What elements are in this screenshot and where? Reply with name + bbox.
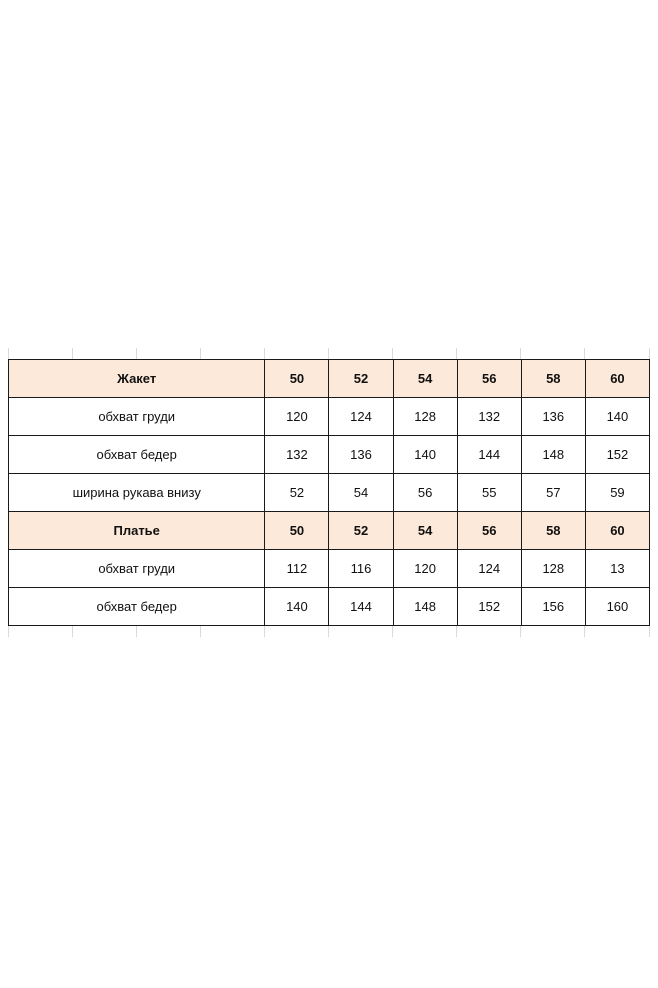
measure-cell: 116 xyxy=(329,550,393,588)
measure-cell: 13 xyxy=(585,550,649,588)
measure-cell: 148 xyxy=(521,436,585,474)
measure-cell: 120 xyxy=(265,398,329,436)
measure-cell: 124 xyxy=(329,398,393,436)
measure-cell: 156 xyxy=(521,588,585,626)
measure-cell: 152 xyxy=(585,436,649,474)
dress-chest-row xyxy=(9,550,650,588)
measure-cell: 140 xyxy=(265,588,329,626)
jacket-chest-row xyxy=(9,398,650,436)
measure-cell: 152 xyxy=(457,588,521,626)
measure-cell: 132 xyxy=(265,436,329,474)
row-label: Жакет xyxy=(9,360,265,398)
sheet-gridlines-bottom xyxy=(8,626,650,637)
measure-cell: 132 xyxy=(457,398,521,436)
jacket-header-row xyxy=(9,360,650,398)
measure-cell: 136 xyxy=(329,436,393,474)
row-label: ширина рукава внизу xyxy=(9,474,265,512)
measure-cell: 128 xyxy=(521,550,585,588)
dress-header-row xyxy=(9,512,650,550)
jacket-sleeve-row xyxy=(9,474,650,512)
size-chart-sheet xyxy=(8,348,650,637)
size-cell: 54 xyxy=(393,360,457,398)
measure-cell: 52 xyxy=(265,474,329,512)
measure-cell: 140 xyxy=(585,398,649,436)
size-chart-table xyxy=(8,359,650,626)
measure-cell: 144 xyxy=(457,436,521,474)
row-label: обхват бедер xyxy=(9,588,265,626)
jacket-hips-row xyxy=(9,436,650,474)
measure-cell: 59 xyxy=(585,474,649,512)
measure-cell: 136 xyxy=(521,398,585,436)
measure-cell: 144 xyxy=(329,588,393,626)
size-cell: 58 xyxy=(521,360,585,398)
row-label: обхват бедер xyxy=(9,436,265,474)
measure-cell: 160 xyxy=(585,588,649,626)
dress-hips-row xyxy=(9,588,650,626)
row-label: Платье xyxy=(9,512,265,550)
size-cell: 52 xyxy=(329,512,393,550)
measure-cell: 57 xyxy=(521,474,585,512)
size-cell: 50 xyxy=(265,360,329,398)
size-cell: 52 xyxy=(329,360,393,398)
size-cell: 60 xyxy=(585,512,649,550)
measure-cell: 140 xyxy=(393,436,457,474)
row-label: обхват груди xyxy=(9,398,265,436)
row-label: обхват груди xyxy=(9,550,265,588)
measure-cell: 148 xyxy=(393,588,457,626)
size-cell: 60 xyxy=(585,360,649,398)
size-cell: 58 xyxy=(521,512,585,550)
sheet-gridlines-top xyxy=(8,348,650,359)
measure-cell: 128 xyxy=(393,398,457,436)
measure-cell: 54 xyxy=(329,474,393,512)
measure-cell: 112 xyxy=(265,550,329,588)
size-cell: 56 xyxy=(457,512,521,550)
size-cell: 50 xyxy=(265,512,329,550)
measure-cell: 124 xyxy=(457,550,521,588)
measure-cell: 55 xyxy=(457,474,521,512)
size-cell: 54 xyxy=(393,512,457,550)
size-cell: 56 xyxy=(457,360,521,398)
measure-cell: 120 xyxy=(393,550,457,588)
measure-cell: 56 xyxy=(393,474,457,512)
